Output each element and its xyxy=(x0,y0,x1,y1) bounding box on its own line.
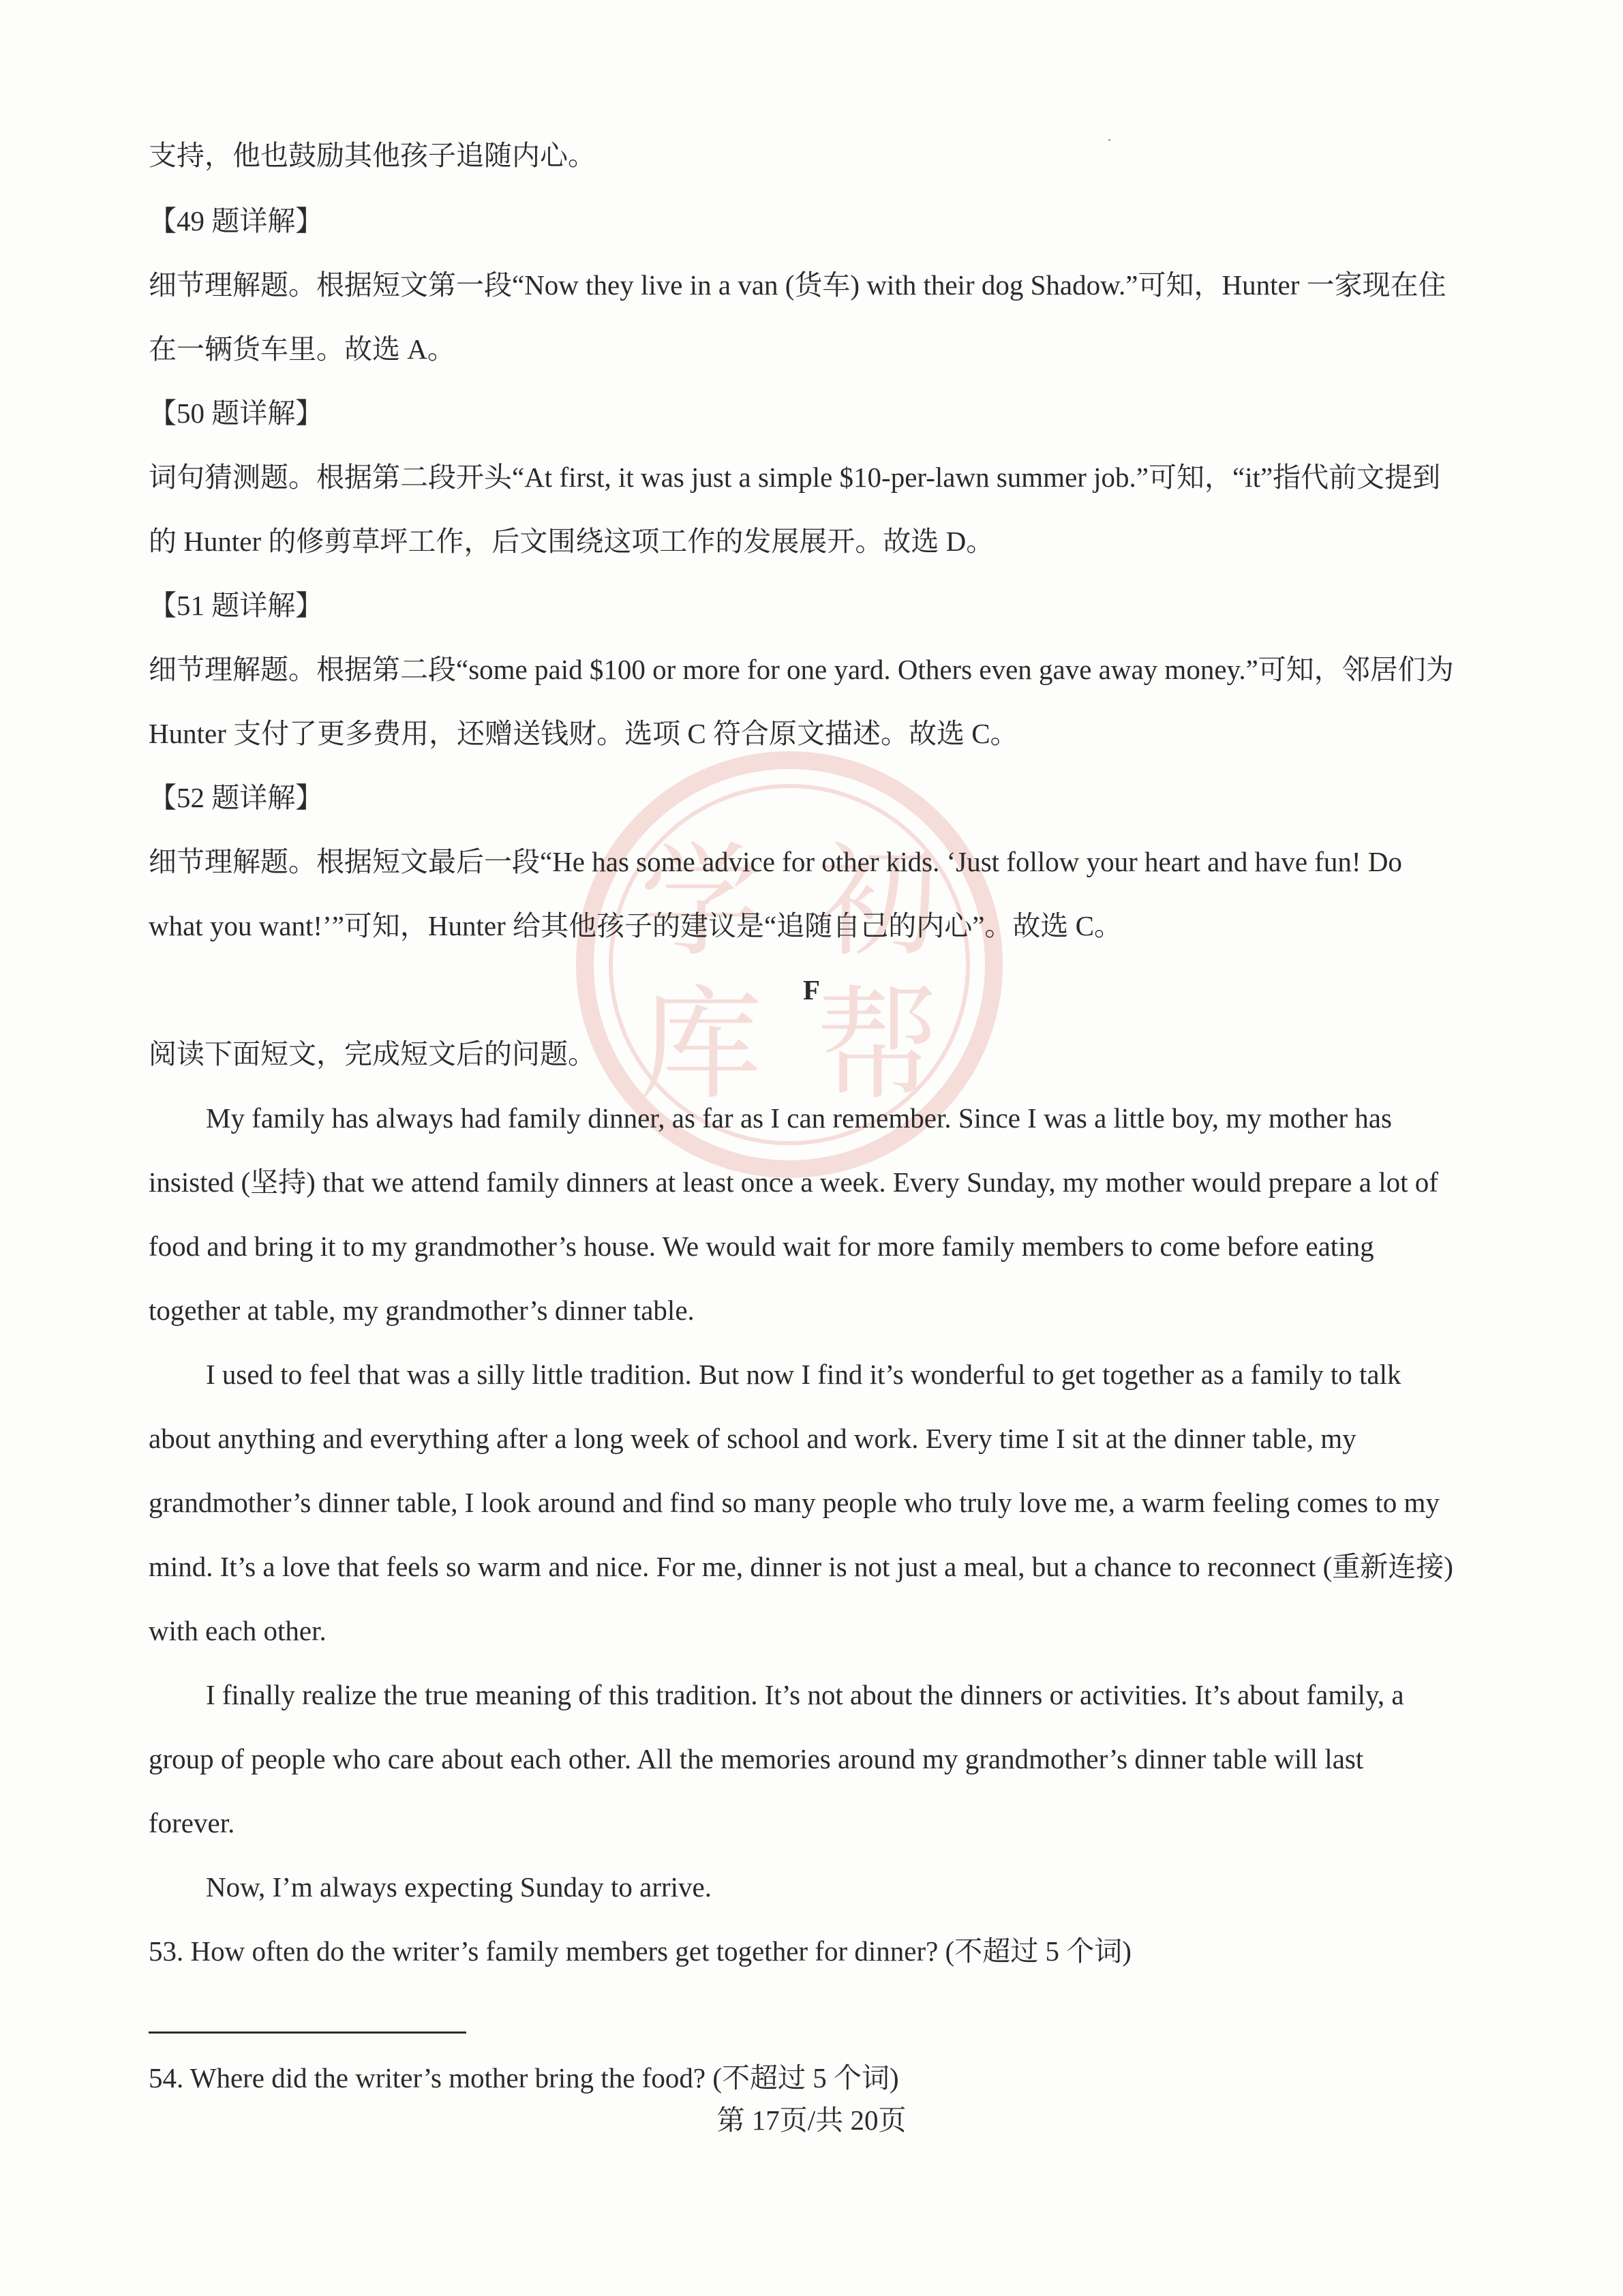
passage-line: I used to feel that was a silly little tradition. But now I find it’s wonderful to get together as a family to talk xyxy=(206,1359,1401,1390)
watermark-char: 学 xyxy=(639,831,763,973)
passage-line: Now, I’m always expecting Sunday to arrive. xyxy=(206,1871,712,1903)
passage-line: together at table, my grandmother’s dinner table. xyxy=(149,1295,695,1326)
text-line: 细节理解题。根据短文第一段“Now they live in a van (货车) with their dog Shadow.”可知，Hunter 一家现在住 xyxy=(149,269,1446,301)
text-line: 的 Hunter 的修剪草坪工作，后文围绕这项工作的发展展开。故选 D。 xyxy=(149,526,995,557)
passage-line: mind. It’s a love that feels so warm and nice. For me, dinner is not just a meal, but a chance to reconnect (重新连接) xyxy=(149,1551,1453,1582)
section-heading: 【49 题详解】 xyxy=(149,205,324,237)
watermark-char: 初 xyxy=(816,831,940,973)
text-line: 细节理解题。根据短文最后一段“He has some advice for other kids. ‘Just follow your heart and have fun! Do xyxy=(149,846,1402,877)
passage-line: insisted (坚持) that we attend family dinners at least once a week. Every Sunday, my mother would prepare a lot of xyxy=(149,1166,1438,1198)
passage-line: grandmother’s dinner table, I look around and find so many people who truly love me, a warm feeling comes to my xyxy=(149,1487,1440,1518)
question-54: 54. Where did the writer’s mother bring the food? (不超过 5 个词) xyxy=(149,2062,899,2094)
passage-line: forever. xyxy=(149,1807,235,1839)
text-line: 在一辆货车里。故选 A。 xyxy=(149,333,455,365)
page-footer: 第 17页/共 20页 xyxy=(716,2104,907,2136)
section-heading: 【52 题详解】 xyxy=(149,782,324,813)
text-line: what you want!’”可知，Hunter 给其他孩子的建议是“追随自己的内心”。故选 C。 xyxy=(149,910,1122,941)
text-line: 支持，他也鼓励其他孩子追随内心。 xyxy=(149,140,596,171)
passage-line: about anything and everything after a long week of school and work. Every time I sit at the dinner table, my xyxy=(149,1423,1356,1454)
passage-line: with each other. xyxy=(149,1615,327,1646)
text-line: Hunter 支付了更多费用，还赠送钱财。选项 C 符合原文描述。故选 C。 xyxy=(149,718,1018,749)
passage-line: food and bring it to my grandmother’s house. We would wait for more family members to come before eating xyxy=(149,1230,1374,1262)
passage-title: F xyxy=(802,974,821,1006)
text-line: 词句猜测题。根据第二段开头“At first, it was just a simple $10-per-lawn summer job.”可知，“it”指代前文提到 xyxy=(149,462,1441,493)
passage-line: group of people who care about each other. All the memories around my grandmother’s dinner table will last xyxy=(149,1743,1364,1774)
watermark-char: 库 xyxy=(639,974,763,1117)
question-53: 53. How often do the writer’s family members get together for dinner? (不超过 5 个词) xyxy=(149,1935,1132,1967)
instruction: 阅读下面短文，完成短文后的问题。 xyxy=(149,1038,596,1070)
passage-line: My family has always had family dinner, as far as I can remember. Since I was a little boy, my mother has xyxy=(206,1102,1392,1134)
passage-line: I finally realize the true meaning of this tradition. It’s not about the dinners or activities. It’s about family, a xyxy=(206,1679,1404,1710)
text-line: 细节理解题。根据第二段“some paid $100 or more for one yard. Others even gave away money.”可知，邻居们为 xyxy=(149,654,1454,685)
watermark-char: 帮 xyxy=(816,974,940,1117)
answer-line xyxy=(149,2031,466,2034)
section-heading: 【51 题详解】 xyxy=(149,590,324,621)
section-heading: 【50 题详解】 xyxy=(149,397,324,429)
